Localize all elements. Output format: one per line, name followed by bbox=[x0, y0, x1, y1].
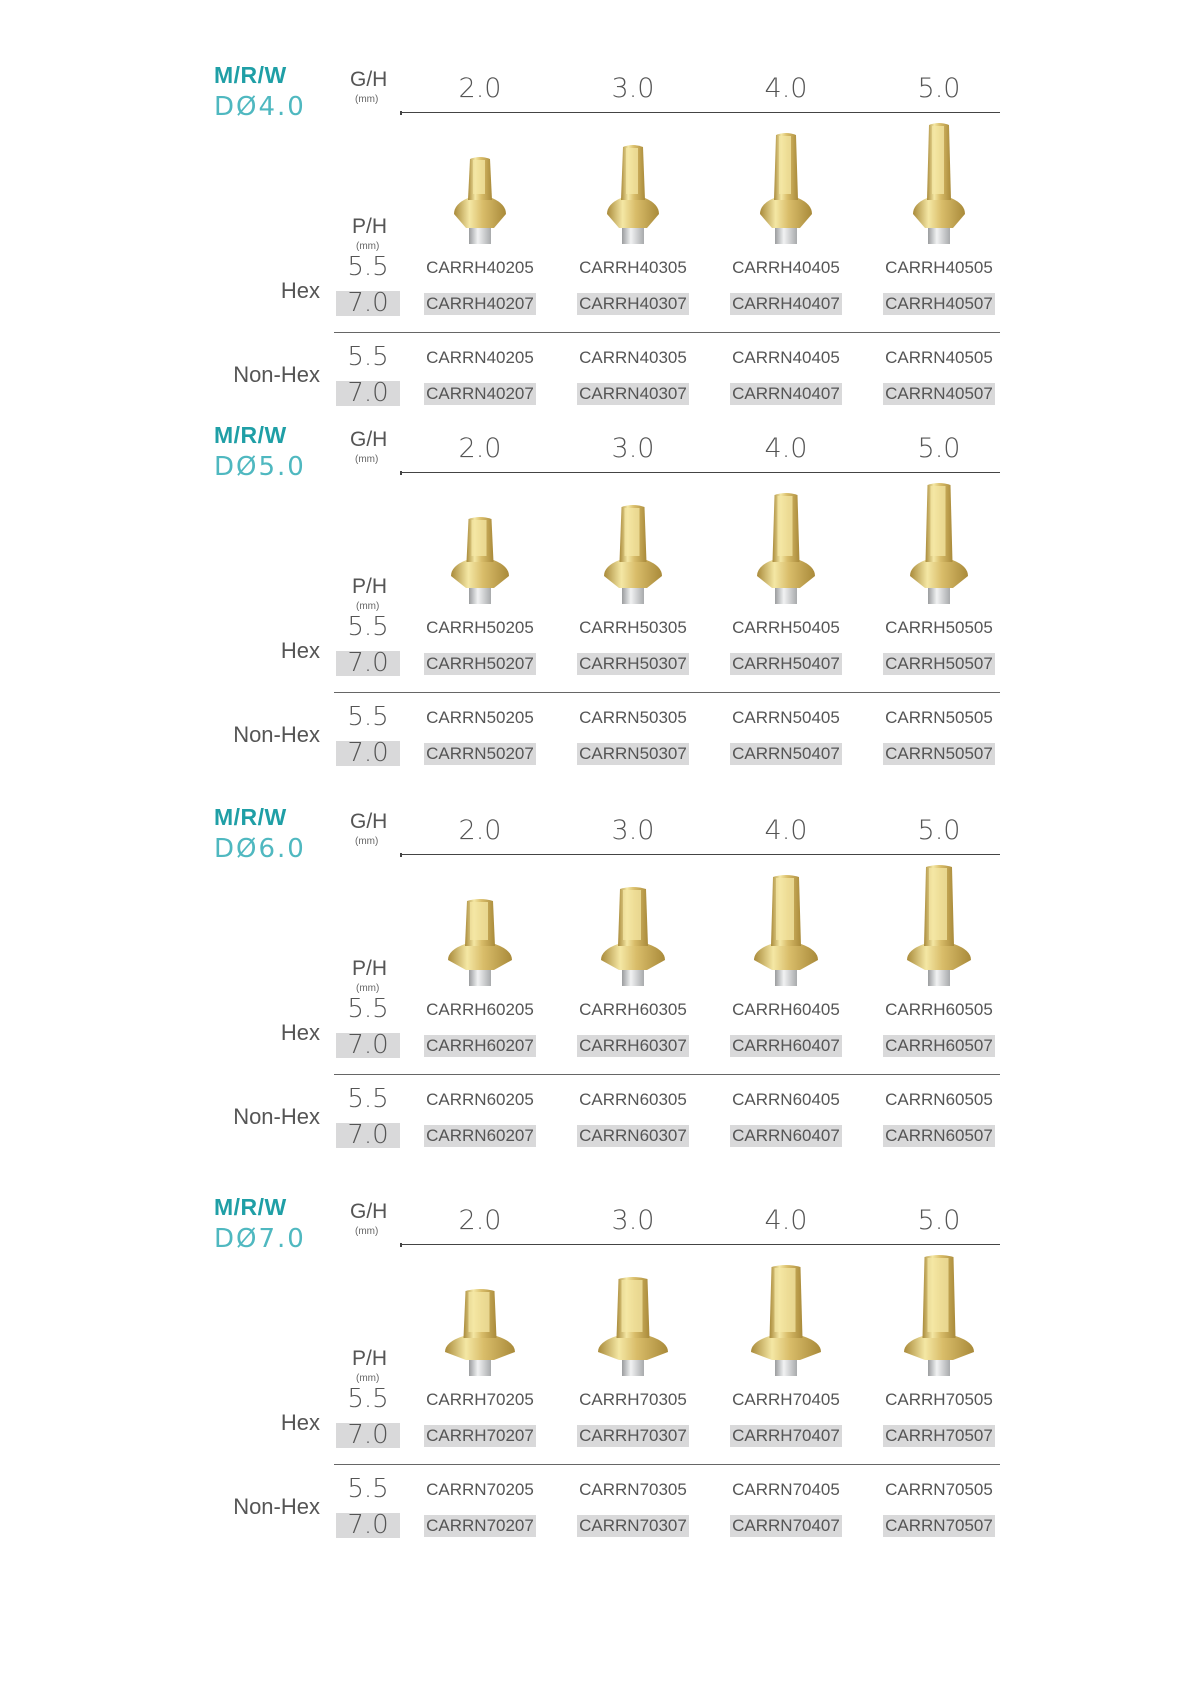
product-code bbox=[864, 743, 1014, 765]
connection-type-label: Non-Hex bbox=[233, 362, 320, 387]
product-code-text: CARRH40407 bbox=[732, 294, 840, 313]
ph-value: 5.5 bbox=[347, 1474, 389, 1504]
product-code-text: CARRN50405 bbox=[732, 708, 840, 727]
header-rule-tick bbox=[400, 853, 402, 857]
product-code bbox=[405, 617, 555, 639]
product-code bbox=[864, 1035, 1014, 1057]
gh-unit: (mm) bbox=[355, 1226, 379, 1237]
connection-type-label: Non-Hex bbox=[233, 1104, 320, 1129]
gh-value: 4.0 bbox=[764, 815, 808, 846]
product-code-text: CARRH60507 bbox=[885, 1036, 993, 1055]
product-code-text: CARRH60407 bbox=[732, 1036, 840, 1055]
gold-abutment-icon bbox=[593, 1250, 673, 1380]
ph-value: 5.5 bbox=[347, 1384, 389, 1414]
product-code-text: CARRH70305 bbox=[579, 1390, 687, 1409]
product-code bbox=[864, 1389, 1014, 1411]
product-code bbox=[711, 617, 861, 639]
header-rule bbox=[400, 472, 1000, 473]
product-code-text: CARRH70507 bbox=[885, 1426, 993, 1445]
product-code-text: CARRH70407 bbox=[732, 1426, 840, 1445]
product-code bbox=[711, 1425, 861, 1447]
group-divider bbox=[334, 692, 1000, 693]
product-code bbox=[558, 1089, 708, 1111]
product-code-text: CARRH60505 bbox=[885, 1000, 993, 1019]
abutment-image bbox=[593, 1250, 673, 1380]
product-code bbox=[558, 743, 708, 765]
gold-abutment-icon bbox=[593, 478, 673, 608]
connection-type-label: Hex bbox=[280, 638, 320, 663]
gh-value: 4.0 bbox=[764, 73, 808, 104]
gold-abutment-icon bbox=[899, 860, 979, 990]
group-divider bbox=[334, 1074, 1000, 1075]
ph-value: 5.5 bbox=[347, 702, 389, 732]
product-code-text: CARRN60207 bbox=[426, 1126, 534, 1145]
connection-type-label: Hex bbox=[280, 1410, 320, 1435]
gold-abutment-icon bbox=[746, 860, 826, 990]
product-code bbox=[558, 707, 708, 729]
product-code bbox=[405, 1035, 555, 1057]
product-code-text: CARRN40305 bbox=[579, 348, 687, 367]
product-code bbox=[405, 347, 555, 369]
gh-value: 2.0 bbox=[458, 73, 502, 104]
product-code-text: CARRH50505 bbox=[885, 618, 993, 637]
product-code bbox=[711, 1389, 861, 1411]
product-code bbox=[405, 257, 555, 279]
product-code-text: CARRH60207 bbox=[426, 1036, 534, 1055]
product-code bbox=[558, 1515, 708, 1537]
product-code-text: CARRH40507 bbox=[885, 294, 993, 313]
group-divider bbox=[334, 332, 1000, 333]
gh-value: 5.0 bbox=[917, 433, 961, 464]
gh-label: G/H bbox=[350, 428, 388, 451]
abutment-image bbox=[593, 860, 673, 990]
product-code-text: CARRN50205 bbox=[426, 708, 534, 727]
product-code-text: CARRN70205 bbox=[426, 1480, 534, 1499]
gold-abutment-icon bbox=[746, 118, 826, 248]
product-code bbox=[711, 257, 861, 279]
abutment-section bbox=[0, 1194, 1200, 1574]
connection-type-label: Non-Hex bbox=[233, 1494, 320, 1519]
product-code-text: CARRH60305 bbox=[579, 1000, 687, 1019]
product-code bbox=[711, 347, 861, 369]
section-title-line1: M/R/W bbox=[214, 1194, 287, 1220]
product-code bbox=[711, 1515, 861, 1537]
product-code bbox=[558, 653, 708, 675]
section-title-line2: DØ7.0 bbox=[214, 1224, 306, 1254]
product-code bbox=[711, 1125, 861, 1147]
product-code-text: CARRN50407 bbox=[732, 744, 840, 763]
product-code bbox=[711, 653, 861, 675]
product-code bbox=[864, 707, 1014, 729]
abutment-image bbox=[746, 478, 826, 608]
product-code-text: CARRH40305 bbox=[579, 258, 687, 277]
product-code bbox=[558, 617, 708, 639]
product-code-text: CARRN60307 bbox=[579, 1126, 687, 1145]
ph-value: 7.0 bbox=[336, 1513, 400, 1538]
connection-type-label: Hex bbox=[280, 278, 320, 303]
ph-value: 7.0 bbox=[336, 1423, 400, 1448]
product-code-text: CARRN70305 bbox=[579, 1480, 687, 1499]
product-code-text: CARRH50407 bbox=[732, 654, 840, 673]
ph-label: P/H bbox=[352, 957, 388, 980]
product-code-text: CARRN70405 bbox=[732, 1480, 840, 1499]
product-code-text: CARRN70507 bbox=[885, 1516, 993, 1535]
gh-value: 3.0 bbox=[611, 433, 655, 464]
product-code-text: CARRN60305 bbox=[579, 1090, 687, 1109]
gh-value: 5.0 bbox=[917, 73, 961, 104]
abutment-image bbox=[593, 118, 673, 248]
product-code-text: CARRH40405 bbox=[732, 258, 840, 277]
product-code bbox=[558, 999, 708, 1021]
product-code bbox=[558, 383, 708, 405]
gold-abutment-icon bbox=[899, 118, 979, 248]
product-code-text: CARRH60307 bbox=[579, 1036, 687, 1055]
gh-value: 2.0 bbox=[458, 433, 502, 464]
product-code-text: CARRH50307 bbox=[579, 654, 687, 673]
product-code bbox=[864, 1125, 1014, 1147]
gold-abutment-icon bbox=[899, 478, 979, 608]
product-code bbox=[558, 1389, 708, 1411]
abutment-image bbox=[440, 118, 520, 248]
gold-abutment-icon bbox=[440, 118, 520, 248]
product-code-text: CARRH40505 bbox=[885, 258, 993, 277]
product-code bbox=[405, 743, 555, 765]
gh-label: G/H bbox=[350, 810, 388, 833]
gold-abutment-icon bbox=[899, 1250, 979, 1380]
gh-value: 2.0 bbox=[458, 1205, 502, 1236]
ph-value: 7.0 bbox=[336, 1123, 400, 1148]
section-title-line1: M/R/W bbox=[214, 804, 287, 830]
product-code bbox=[558, 347, 708, 369]
product-code-text: CARRN50305 bbox=[579, 708, 687, 727]
ph-label: P/H bbox=[352, 215, 388, 238]
gold-abutment-icon bbox=[746, 1250, 826, 1380]
product-code bbox=[405, 293, 555, 315]
product-code-text: CARRH50405 bbox=[732, 618, 840, 637]
product-code bbox=[558, 1479, 708, 1501]
product-code-text: CARRH70205 bbox=[426, 1390, 534, 1409]
header-rule-tick bbox=[400, 471, 402, 475]
group-divider bbox=[334, 1464, 1000, 1465]
abutment-image bbox=[746, 118, 826, 248]
ph-value: 7.0 bbox=[336, 291, 400, 316]
abutment-image bbox=[440, 860, 520, 990]
product-code-text: CARRN60407 bbox=[732, 1126, 840, 1145]
product-code-text: CARRN60507 bbox=[885, 1126, 993, 1145]
product-code-text: CARRH50305 bbox=[579, 618, 687, 637]
gh-unit: (mm) bbox=[355, 94, 379, 105]
product-code bbox=[558, 257, 708, 279]
ph-value: 7.0 bbox=[336, 1033, 400, 1058]
product-code bbox=[864, 1479, 1014, 1501]
product-code bbox=[864, 383, 1014, 405]
section-title-line2: DØ4.0 bbox=[214, 92, 306, 122]
abutment-image bbox=[899, 478, 979, 608]
header-rule-tick bbox=[400, 111, 402, 115]
product-code-text: CARRH40205 bbox=[426, 258, 534, 277]
abutment-image bbox=[440, 478, 520, 608]
product-code bbox=[864, 257, 1014, 279]
product-code-text: CARRH50205 bbox=[426, 618, 534, 637]
product-code bbox=[864, 1089, 1014, 1111]
abutment-image bbox=[899, 1250, 979, 1380]
product-code bbox=[864, 347, 1014, 369]
product-code-text: CARRH70405 bbox=[732, 1390, 840, 1409]
gh-unit: (mm) bbox=[355, 836, 379, 847]
gh-value: 3.0 bbox=[611, 73, 655, 104]
gold-abutment-icon bbox=[440, 1250, 520, 1380]
product-code bbox=[864, 293, 1014, 315]
ph-unit: (mm) bbox=[356, 241, 380, 252]
product-code-text: CARRN40505 bbox=[885, 348, 993, 367]
product-code bbox=[558, 1035, 708, 1057]
product-code bbox=[405, 1515, 555, 1537]
gh-value: 3.0 bbox=[611, 815, 655, 846]
product-code bbox=[864, 1425, 1014, 1447]
product-code-text: CARRN70307 bbox=[579, 1516, 687, 1535]
gold-abutment-icon bbox=[440, 860, 520, 990]
abutment-image bbox=[746, 860, 826, 990]
ph-unit: (mm) bbox=[356, 601, 380, 612]
header-rule bbox=[400, 854, 1000, 855]
product-code bbox=[711, 707, 861, 729]
product-code bbox=[711, 1035, 861, 1057]
product-code bbox=[405, 1425, 555, 1447]
abutment-section bbox=[0, 62, 1200, 442]
product-code bbox=[864, 653, 1014, 675]
product-code bbox=[711, 383, 861, 405]
gold-abutment-icon bbox=[593, 860, 673, 990]
gh-unit: (mm) bbox=[355, 454, 379, 465]
product-code-text: CARRN50505 bbox=[885, 708, 993, 727]
section-title-line1: M/R/W bbox=[214, 62, 287, 88]
product-code-text: CARRN60405 bbox=[732, 1090, 840, 1109]
product-code-text: CARRN40405 bbox=[732, 348, 840, 367]
gold-abutment-icon bbox=[746, 478, 826, 608]
product-code-text: CARRH60205 bbox=[426, 1000, 534, 1019]
gh-value: 5.0 bbox=[917, 815, 961, 846]
product-code bbox=[711, 999, 861, 1021]
product-code-text: CARRN70505 bbox=[885, 1480, 993, 1499]
product-code bbox=[711, 1479, 861, 1501]
product-code-text: CARRN70207 bbox=[426, 1516, 534, 1535]
ph-value: 5.5 bbox=[347, 612, 389, 642]
product-code bbox=[405, 383, 555, 405]
abutment-image bbox=[746, 1250, 826, 1380]
section-title-line1: M/R/W bbox=[214, 422, 287, 448]
product-code-text: CARRN40205 bbox=[426, 348, 534, 367]
product-code bbox=[405, 1125, 555, 1147]
connection-type-label: Hex bbox=[280, 1020, 320, 1045]
product-code-text: CARRH70505 bbox=[885, 1390, 993, 1409]
header-rule bbox=[400, 1244, 1000, 1245]
gh-value: 4.0 bbox=[764, 433, 808, 464]
abutment-image bbox=[440, 1250, 520, 1380]
abutment-section bbox=[0, 804, 1200, 1184]
product-code-text: CARRN60505 bbox=[885, 1090, 993, 1109]
ph-value: 5.5 bbox=[347, 252, 389, 282]
connection-type-label: Non-Hex bbox=[233, 722, 320, 747]
product-code-text: CARRH60405 bbox=[732, 1000, 840, 1019]
product-code-text: CARRN60205 bbox=[426, 1090, 534, 1109]
product-code bbox=[711, 1089, 861, 1111]
gh-value: 3.0 bbox=[611, 1205, 655, 1236]
header-rule-tick bbox=[400, 1243, 402, 1247]
product-code-text: CARRH40207 bbox=[426, 294, 534, 313]
product-code-text: CARRH70207 bbox=[426, 1426, 534, 1445]
gh-value: 2.0 bbox=[458, 815, 502, 846]
product-code bbox=[711, 743, 861, 765]
product-code bbox=[405, 653, 555, 675]
product-code-text: CARRN70407 bbox=[732, 1516, 840, 1535]
product-code-text: CARRN40307 bbox=[579, 384, 687, 403]
header-rule bbox=[400, 112, 1000, 113]
ph-label: P/H bbox=[352, 1347, 388, 1370]
product-code-text: CARRH50207 bbox=[426, 654, 534, 673]
product-code bbox=[558, 293, 708, 315]
product-code bbox=[405, 707, 555, 729]
product-code-text: CARRN50307 bbox=[579, 744, 687, 763]
product-code bbox=[405, 1389, 555, 1411]
product-code bbox=[864, 617, 1014, 639]
gh-label: G/H bbox=[350, 1200, 388, 1223]
ph-unit: (mm) bbox=[356, 1373, 380, 1384]
product-code-text: CARRN40207 bbox=[426, 384, 534, 403]
section-title-line2: DØ6.0 bbox=[214, 834, 306, 864]
gh-value: 4.0 bbox=[764, 1205, 808, 1236]
abutment-image bbox=[899, 118, 979, 248]
product-code-text: CARRN40507 bbox=[885, 384, 993, 403]
ph-value: 5.5 bbox=[347, 994, 389, 1024]
product-code-text: CARRN40407 bbox=[732, 384, 840, 403]
product-code bbox=[711, 293, 861, 315]
ph-label: P/H bbox=[352, 575, 388, 598]
section-title-line2: DØ5.0 bbox=[214, 452, 306, 482]
product-code bbox=[405, 1479, 555, 1501]
abutment-image bbox=[899, 860, 979, 990]
ph-unit: (mm) bbox=[356, 983, 380, 994]
ph-value: 7.0 bbox=[336, 741, 400, 766]
ph-value: 7.0 bbox=[336, 651, 400, 676]
product-code-text: CARRN50207 bbox=[426, 744, 534, 763]
gh-value: 5.0 bbox=[917, 1205, 961, 1236]
gh-label: G/H bbox=[350, 68, 388, 91]
product-code-text: CARRH50507 bbox=[885, 654, 993, 673]
abutment-section bbox=[0, 422, 1200, 802]
gold-abutment-icon bbox=[593, 118, 673, 248]
product-code bbox=[405, 1089, 555, 1111]
product-code bbox=[864, 999, 1014, 1021]
abutment-image bbox=[593, 478, 673, 608]
product-code bbox=[558, 1125, 708, 1147]
ph-value: 5.5 bbox=[347, 342, 389, 372]
product-code-text: CARRH40307 bbox=[579, 294, 687, 313]
ph-value: 5.5 bbox=[347, 1084, 389, 1114]
gold-abutment-icon bbox=[440, 478, 520, 608]
product-code-text: CARRN50507 bbox=[885, 744, 993, 763]
ph-value: 7.0 bbox=[336, 381, 400, 406]
product-code-text: CARRH70307 bbox=[579, 1426, 687, 1445]
product-code bbox=[864, 1515, 1014, 1537]
product-code bbox=[558, 1425, 708, 1447]
product-code bbox=[405, 999, 555, 1021]
